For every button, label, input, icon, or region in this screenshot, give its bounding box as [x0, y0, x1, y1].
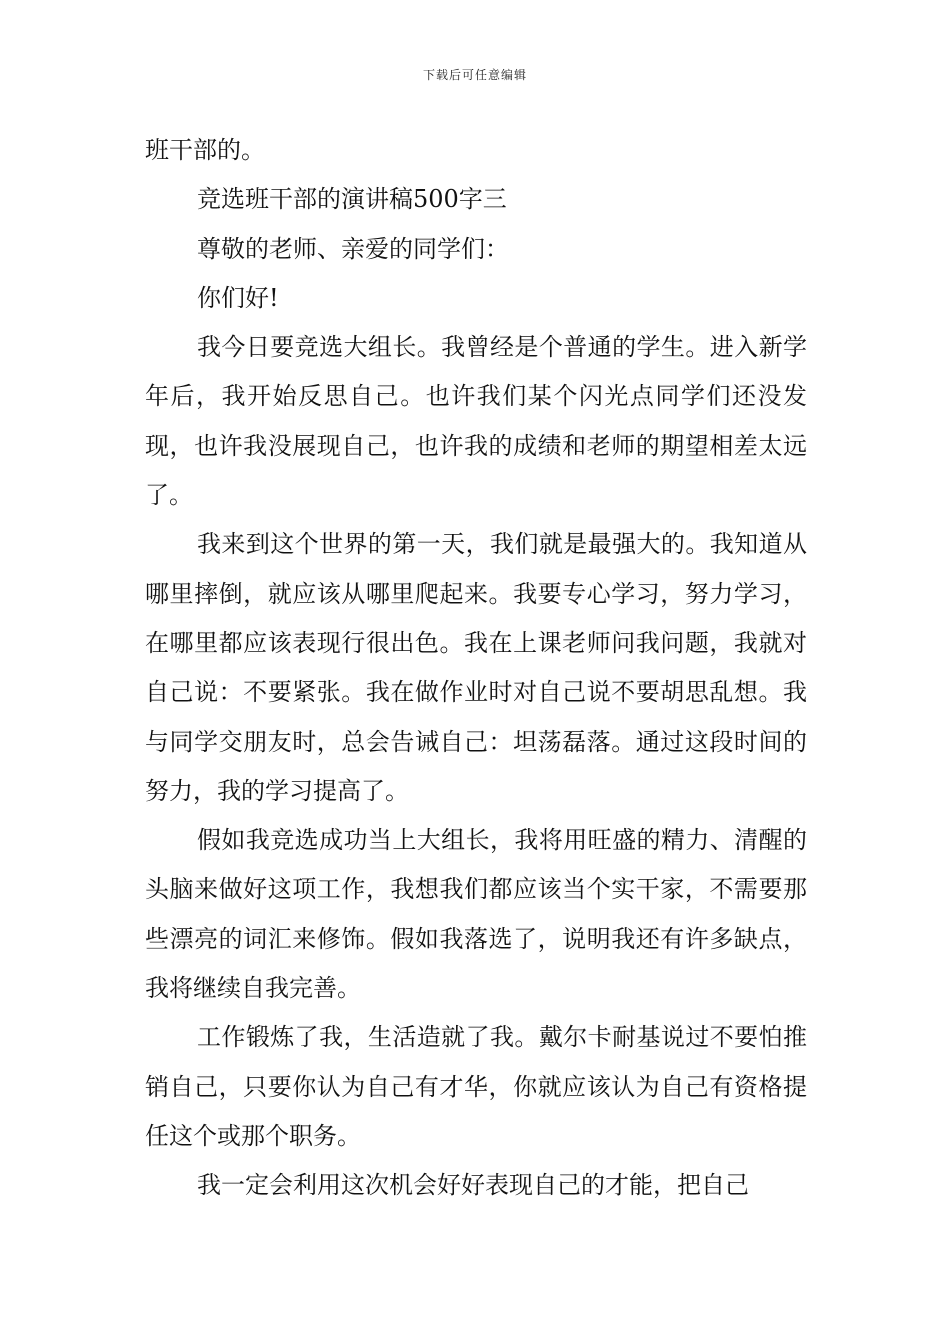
paragraph: 我今日要竞选大组长。我曾经是个普通的学生。进入新学年后，我开始反思自己。也许我们某个闪光点同学们还没发现，也许我没展现自己，也许我的成绩和老师的期望相差太远了。: [145, 333, 807, 510]
speech-title: 竞选班干部的演讲稿500字三: [197, 185, 507, 214]
greeting: 你们好!: [197, 283, 279, 312]
paragraph: 我来到这个世界的第一天，我们就是最强大的。我知道从哪里摔倒，就应该从哪里爬起来。我要专心学习，努力学习，在哪里都应该表现行很出色。我在上课老师问我问题，我就对自己说：不要紧张。我在做作业时对自己说不要胡思乱想。我与同学交朋友时，总会告诫自己：坦荡磊落。通过这段时间的努力，我的学习提高了。: [145, 530, 807, 805]
paragraph: 我一定会利用这次机会好好表现自己的才能，把自己: [197, 1171, 749, 1200]
page-header: 下载后可任意编辑: [422, 68, 527, 82]
document-body: [145, 126, 807, 1211]
paragraph-continuation: 班干部的。: [145, 136, 265, 164]
salutation: 尊敬的老师、亲爱的同学们：: [197, 234, 509, 263]
paragraph: 工作锻炼了我，生活造就了我。戴尔卡耐基说过不要怕推销自己，只要你认为自己有才华，你就应该认为自己有资格提任这个或那个职务。: [145, 1023, 807, 1150]
paragraph: 假如我竞选成功当上大组长，我将用旺盛的精力、清醒的头脑来做好这项工作，我想我们都应该当个实干家，不需要那些漂亮的词汇来修饰。假如我落选了，说明我还有许多缺点，我将继续自我完善。: [145, 826, 807, 1003]
